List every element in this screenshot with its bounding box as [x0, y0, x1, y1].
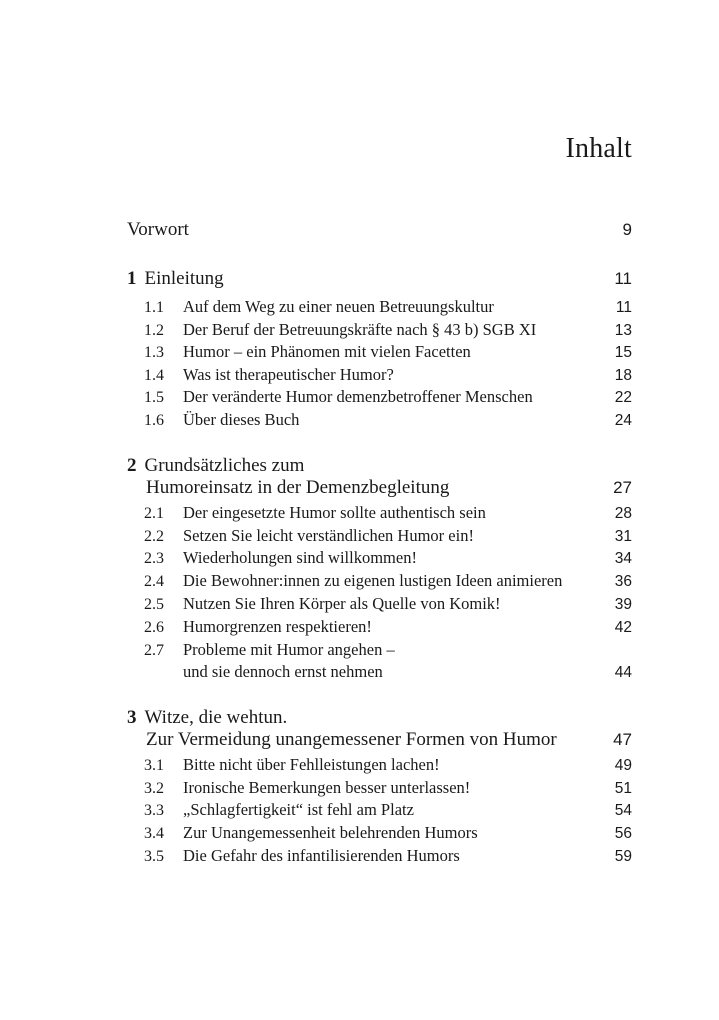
chapter-title: Einleitung [144, 268, 224, 289]
section-title: „Schlagfertigkeit“ ist fehl am Platz [183, 800, 414, 819]
section-title: Probleme mit Humor angehen – [183, 640, 395, 659]
section-number: 1.3 [144, 344, 164, 361]
section-number: 2.6 [144, 619, 164, 636]
chapter-title: Witze, die wehtun. [144, 707, 288, 728]
toc-page-number: 22 [614, 389, 632, 406]
toc-page-number: 9 [622, 220, 632, 239]
section-title: Nutzen Sie Ihren Körper als Quelle von Komik! [183, 594, 501, 613]
section-title: Der Beruf der Betreuungskräfte nach § 43 b) SGB XI [183, 320, 537, 339]
section-number: 1.6 [144, 412, 164, 429]
chapter-title-continued: Humoreinsatz in der Demenzbegleitung [146, 477, 450, 498]
section-title: Humorgrenzen respektieren! [183, 617, 372, 636]
toc-chapter-1 [127, 268, 632, 290]
section-number: 1.2 [144, 322, 164, 339]
section-title: Die Bewohner:innen zu eigenen lustigen Ideen animieren [183, 571, 563, 590]
toc-page-number: 39 [614, 596, 632, 613]
section-number: 2.5 [144, 596, 164, 613]
toc-section [144, 297, 632, 317]
toc-section [144, 410, 632, 430]
section-title: Ironische Bemerkungen besser unterlassen! [183, 778, 471, 797]
toc-chapter-3 [127, 707, 632, 729]
section-title: Über dieses Buch [183, 410, 300, 429]
section-title: Der veränderte Humor demenzbetroffener Menschen [183, 387, 533, 406]
toc-page-number: 59 [614, 848, 632, 865]
toc-chapter-2-line-2 [127, 477, 632, 499]
section-number: 2.4 [144, 573, 164, 590]
toc-page-number: 11 [614, 269, 632, 288]
section-number: 1.5 [144, 389, 164, 406]
section-number: 2.7 [144, 642, 164, 659]
chapter-number: 2 [127, 455, 137, 476]
toc-section [144, 594, 632, 614]
toc-chapter-3-line-2 [127, 729, 632, 751]
toc-section [144, 823, 632, 843]
toc-page-number: 28 [614, 505, 632, 522]
toc-entry-foreword [127, 219, 632, 241]
toc-section [144, 571, 632, 591]
toc-page-number: 54 [614, 802, 632, 819]
toc-page-number: 51 [614, 780, 632, 797]
chapter-number: 3 [127, 707, 137, 728]
toc-section [144, 755, 632, 775]
section-title: Auf dem Weg zu einer neuen Betreuungskultur [183, 297, 494, 316]
section-number: 3.5 [144, 848, 164, 865]
section-number: 1.1 [144, 299, 164, 316]
section-title: Bitte nicht über Fehlleistungen lachen! [183, 755, 440, 774]
section-title: Die Gefahr des infantilisierenden Humors [183, 846, 460, 865]
toc-page-number: 18 [614, 367, 632, 384]
section-number: 2.2 [144, 528, 164, 545]
page-title: Inhalt [565, 132, 632, 164]
toc-page-number: 34 [614, 550, 632, 567]
toc-section [144, 846, 632, 866]
toc-page-number: 15 [614, 344, 632, 361]
toc-chapter-2 [127, 455, 632, 477]
section-number: 2.1 [144, 505, 164, 522]
toc-page-number: 31 [614, 528, 632, 545]
toc-section [144, 778, 632, 798]
toc-page-number: 36 [614, 573, 632, 590]
toc-section [144, 365, 632, 385]
chapter-title: Grundsätzliches zum [144, 455, 305, 476]
section-title: Humor – ein Phänomen mit vielen Facetten [183, 342, 471, 361]
toc-section [144, 387, 632, 407]
toc-page-number: 42 [614, 619, 632, 636]
section-number: 3.4 [144, 825, 164, 842]
toc-entry-title: Vorwort [127, 219, 189, 240]
toc-page-number: 47 [613, 730, 632, 749]
toc-section [144, 800, 632, 820]
toc-page-number: 44 [614, 664, 632, 681]
toc-page-number: 56 [614, 825, 632, 842]
section-number: 3.3 [144, 802, 164, 819]
toc-page-number: 24 [614, 412, 632, 429]
section-title: Setzen Sie leicht verständlichen Humor ein! [183, 526, 474, 545]
section-number: 1.4 [144, 367, 164, 384]
toc-section [144, 640, 632, 660]
section-number: 3.2 [144, 780, 164, 797]
toc-page-number: 27 [613, 478, 632, 497]
toc-section-continued [144, 662, 632, 682]
section-title-continued: und sie dennoch ernst nehmen [183, 662, 383, 681]
toc-section [144, 548, 632, 568]
section-title: Zur Unangemessenheit belehrenden Humors [183, 823, 478, 842]
section-number: 3.1 [144, 757, 164, 774]
toc-section [144, 526, 632, 546]
section-title: Was ist therapeutischer Humor? [183, 365, 394, 384]
toc-page-number: 11 [615, 299, 632, 316]
chapter-title-continued: Zur Vermeidung unangemessener Formen von Humor [146, 729, 557, 750]
section-title: Wiederholungen sind willkommen! [183, 548, 417, 567]
section-number: 2.3 [144, 550, 164, 567]
toc-page-number: 13 [614, 322, 632, 339]
chapter-number: 1 [127, 268, 137, 289]
toc-page-number: 49 [614, 757, 632, 774]
section-title: Der eingesetzte Humor sollte authentisch sein [183, 503, 486, 522]
toc-section [144, 503, 632, 523]
toc-section [144, 617, 632, 637]
toc-section [144, 342, 632, 362]
toc-section [144, 320, 632, 340]
